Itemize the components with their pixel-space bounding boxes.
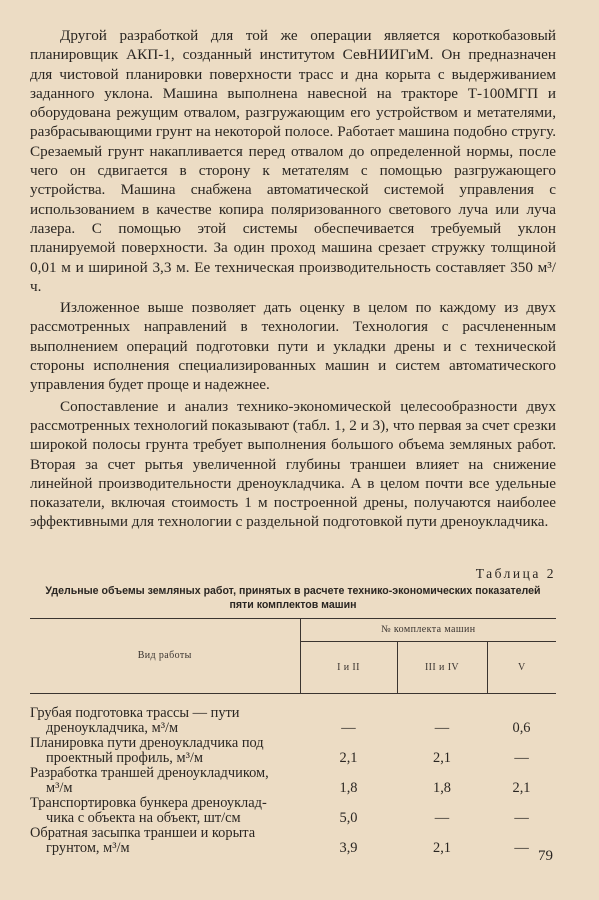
row-value: 2,1 [339, 749, 358, 766]
header-work-type: Вид работы [30, 618, 300, 693]
row-value: — [514, 839, 529, 856]
row-value: — [434, 719, 450, 736]
table-row [30, 766, 556, 796]
row-work-name: Обратная засыпка траншеи и корыта грунтом, м³/м [30, 824, 256, 856]
row-value: — [514, 749, 529, 766]
paragraph-3: Сопоставление и анализ технико-экономической целесообразности двух рассмотренных технологий показывают (табл. 1, 2 и 3), что первая за счет срезки широкой полосы грунта требует выполнения большого объема земляных работ. Вторая за счет рытья увеличенной глубины траншеи влияет на снижение линейной производительности дреноукладчика. А в целом почти все удельные показатели, включая стоимость 1 м построенной дрены, получаются наиболее эффективными для технологии с раздельной подготовкой пути дреноукладчика. [30, 397, 556, 531]
row-value: 1,8 [433, 779, 451, 796]
table-row [30, 826, 556, 856]
row-value: 2,1 [512, 779, 531, 796]
row-value: — [434, 809, 450, 826]
table-row [30, 706, 556, 736]
row-work-name: Транспортировка бункера дреноуклад- чика с объекта на объект, шт/см [30, 794, 267, 826]
row-value: 1,8 [339, 779, 358, 796]
row-value: — [341, 719, 356, 736]
page-content [30, 26, 556, 856]
row-value: 2,1 [433, 839, 451, 856]
paragraph-2: Изложенное выше позволяет дать оценку в целом по каждому из двух рассмотренных направлений в технологии. Технология с расчлененным выполнением операций подготовки пути и укладки дрены и с технической стороны исполнения специализированных машин и систем автоматического управления будет проще и надежнее. [30, 299, 556, 394]
row-work-name: Планировка пути дреноукладчика под проектный профиль, м³/м [30, 734, 264, 766]
header-kit-1-2: I и II [300, 642, 397, 694]
row-work-name: Грубая подготовка трассы — пути дреноукладчика, м³/м [30, 704, 240, 736]
header-kit-3-4: III и IV [397, 642, 487, 694]
table-row [30, 796, 556, 826]
row-value: 0,6 [512, 719, 531, 736]
header-kit-5: V [487, 642, 556, 694]
header-kit-number: № комплекта машин [300, 618, 556, 641]
paragraph-1: Другой разработкой для той же операции является короткобазовый планировщик АКП-1, созданный институтом СевНИИГиМ. Он предназначен для чистовой планировки поверхности трасс и дна корыта с выдерживанием заданного уклона. Машина выполнена навесной на тракторе Т-100МГП и оборудована режущим отвалом, разгружающим его устройством и метателями, разбрасывающими грунт на некоторой полосе. Работает машина подобно стругу. Срезаемый грунт накапливается перед отвалом до определенной нормы, после чего он сдвигается в сторону к метателям с помощью разгружающего устройства. Машина снабжена автоматической системой управления с использованием в качестве копира поляризованного светового луча или луча лазера. С помощью этой системы обеспечивается требуемый уклон планируемой поверхности. За один проход машина срезает стружку толщиной 0,01 м и шириной 3,3 м. Ее техническая производительность составляет 350 м³/ч. [30, 27, 556, 295]
data-table [30, 618, 556, 856]
table-label: Таблица 2 [475, 565, 556, 581]
row-value: 3,9 [339, 839, 358, 856]
row-value: 2,1 [433, 749, 451, 766]
table-caption: Удельные объемы земляных работ, принятых в расчете технико-экономических показателей пяти комплектов машин [45, 584, 541, 611]
table-row [30, 736, 556, 766]
row-work-name: Разработка траншей дреноукладчиком, м³/м [30, 764, 269, 796]
row-value: — [514, 809, 529, 826]
page-number: 79 [538, 848, 553, 864]
row-value: 5,0 [339, 809, 358, 826]
